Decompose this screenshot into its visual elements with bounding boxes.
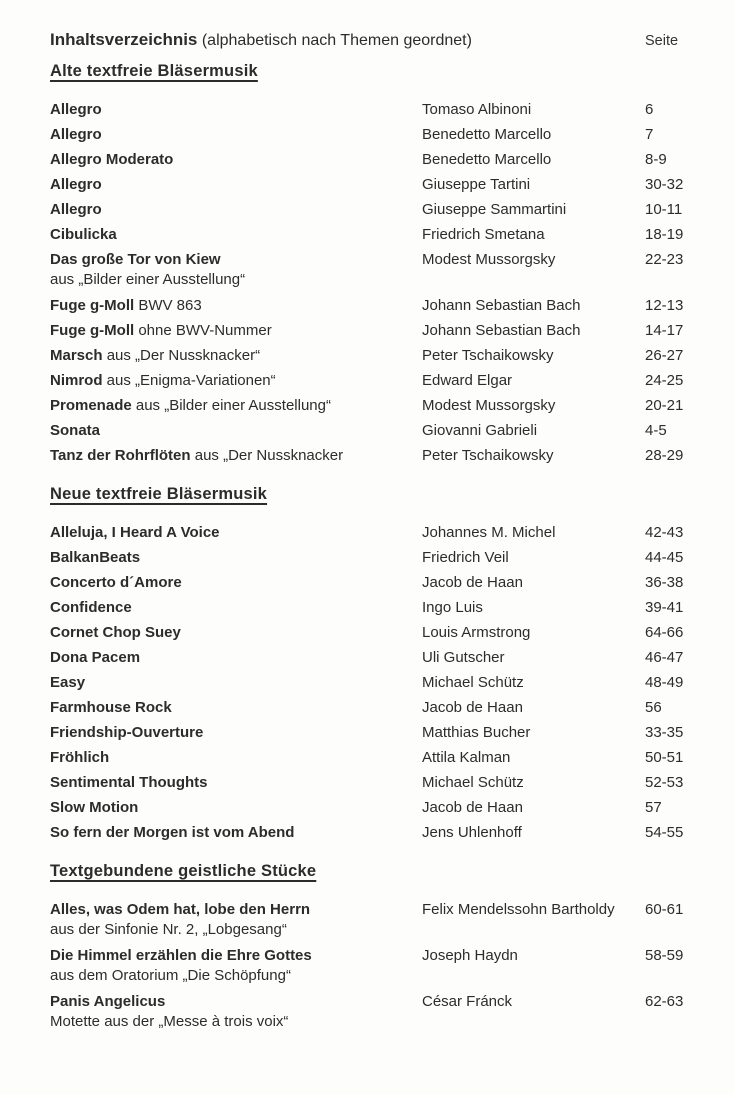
toc-entry: [50, 673, 698, 692]
entry-title: Sonata: [50, 422, 101, 439]
entry-title: Cornet Chop Suey: [50, 624, 181, 641]
entry-title: Allegro: [50, 201, 102, 218]
entry-title: Concerto d´Amore: [50, 574, 182, 591]
entry-title-line: [50, 748, 422, 767]
section-heading: Textgebundene geistliche Stücke: [50, 862, 317, 880]
entry-title: Allegro: [50, 176, 102, 193]
entry-composer: Jacob de Haan: [422, 574, 523, 591]
entry-title-rest: aus „Enigma-Variationen“: [102, 372, 276, 389]
entry-pages: 28-29: [645, 447, 684, 464]
section-heading: Alte textfreie Bläsermusik: [50, 62, 258, 80]
entry-title-line: [50, 773, 422, 792]
entry-title: Easy: [50, 674, 86, 691]
entry-pages: 30-32: [645, 176, 684, 193]
entry-title: Die Himmel erzählen die Ehre Gottes: [50, 947, 312, 964]
toc-entry: [50, 523, 698, 542]
entry-composer: Joseph Haydn: [422, 947, 518, 964]
entry-title-rest: aus „Der Nussknacker: [190, 447, 344, 464]
entry-title-line: [50, 225, 422, 244]
toc-entry: [50, 548, 698, 567]
entry-pages: 20-21: [645, 397, 684, 414]
entry-title-line: [50, 548, 422, 567]
entry-title-cell: [50, 150, 422, 169]
entry-title-cell: [50, 548, 422, 567]
entry-composer: Jens Uhlenhoff: [422, 824, 522, 841]
toc-entry: [50, 648, 698, 667]
entry-pages: 18-19: [645, 226, 684, 243]
entry-title-line: [50, 321, 422, 340]
entry-title-cell: [50, 573, 422, 592]
toc-entry: [50, 421, 698, 440]
page-column-header: Seite: [645, 33, 679, 49]
entry-pages: 54-55: [645, 824, 684, 841]
entry-pages: 58-59: [645, 947, 684, 964]
toc-entry: [50, 346, 698, 365]
sections: [50, 62, 698, 1032]
entry-title: Tanz der Rohrflöten: [50, 447, 191, 464]
page-title-rest: (alphabetisch nach Themen geordnet): [197, 32, 472, 49]
entry-pages: 50-51: [645, 749, 684, 766]
entry-title-cell: [50, 798, 422, 817]
entry-title-cell: [50, 598, 422, 617]
entry-pages: 56: [645, 699, 662, 716]
page-title-bold: Inhaltsverzeichnis: [50, 30, 198, 49]
entry-title: Farmhouse Rock: [50, 699, 172, 716]
entry-title: Panis Angelicus: [50, 993, 166, 1010]
entry-title-line: [50, 200, 422, 219]
entry-pages: 60-61: [645, 901, 684, 918]
toc-entry: [50, 225, 698, 244]
toc-entry: [50, 946, 698, 986]
toc-section: [50, 485, 698, 842]
entry-composer: Johann Sebastian Bach: [422, 322, 581, 339]
entry-composer: Giuseppe Tartini: [422, 176, 531, 193]
entry-composer: César Fránck: [422, 993, 513, 1010]
toc-entry: [50, 573, 698, 592]
entry-title-line: [50, 823, 422, 842]
toc-entry: [50, 723, 698, 742]
entry-composer: Michael Schütz: [422, 774, 524, 791]
toc-entry: [50, 446, 698, 465]
entry-title: Fuge g-Moll: [50, 322, 135, 339]
toc-entry: [50, 623, 698, 642]
entry-composer: Louis Armstrong: [422, 624, 531, 641]
entry-title-cell: [50, 773, 422, 792]
entry-pages: 4-5: [645, 422, 667, 439]
entry-title-cell: [50, 225, 422, 244]
entry-title-line: [50, 673, 422, 692]
entry-pages: 36-38: [645, 574, 684, 591]
toc-entry: [50, 125, 698, 144]
entry-title-cell: [50, 900, 422, 940]
toc-entry: [50, 250, 698, 290]
entry-title: Alles, was Odem hat, lobe den Herrn: [50, 901, 311, 918]
entry-title: Slow Motion: [50, 799, 139, 816]
entry-title: Confidence: [50, 599, 132, 616]
entry-subtitle: aus dem Oratorium „Die Schöpfung“: [50, 967, 291, 984]
entry-title-line: [50, 446, 422, 465]
entry-composer: Johann Sebastian Bach: [422, 297, 581, 314]
toc-section: [50, 62, 698, 465]
entry-title: Allegro: [50, 126, 102, 143]
entry-title-rest: aus „Der Nussknacker“: [102, 347, 261, 364]
entry-title-cell: [50, 623, 422, 642]
toc-entry: [50, 992, 698, 1032]
entry-title-line: [50, 623, 422, 642]
toc-entry: [50, 321, 698, 340]
entry-title-cell: [50, 200, 422, 219]
entry-title: Sentimental Thoughts: [50, 774, 208, 791]
toc-entry: [50, 175, 698, 194]
entry-title-cell: [50, 125, 422, 144]
entry-composer: Modest Mussorgsky: [422, 251, 556, 268]
entry-title: Allegro: [50, 101, 102, 118]
entry-title-line: [50, 798, 422, 817]
entry-title-cell: [50, 296, 422, 315]
entry-composer: Matthias Bucher: [422, 724, 531, 741]
entry-pages: 22-23: [645, 251, 684, 268]
entry-pages: 12-13: [645, 297, 684, 314]
entry-pages: 44-45: [645, 549, 684, 566]
entry-title-cell: [50, 321, 422, 340]
entry-title-rest: aus „Bilder einer Ausstellung“: [131, 397, 331, 414]
entry-title: Das große Tor von Kiew: [50, 251, 221, 268]
entry-title-line: [50, 992, 422, 1011]
toc-entry: [50, 200, 698, 219]
entry-composer: Peter Tschaikowsky: [422, 347, 554, 364]
entry-title-cell: [50, 346, 422, 365]
entry-title-line: [50, 150, 422, 169]
entry-title: Promenade: [50, 397, 132, 414]
entry-title-cell: [50, 673, 422, 692]
toc-entry: [50, 598, 698, 617]
entry-pages: 8-9: [645, 151, 667, 168]
entry-composer: Ingo Luis: [422, 599, 483, 616]
entry-title-cell: [50, 446, 422, 465]
entry-title-line: [50, 648, 422, 667]
entry-composer: Friedrich Veil: [422, 549, 509, 566]
entry-title-line: [50, 125, 422, 144]
entry-title: Allegro Moderato: [50, 151, 174, 168]
entry-title-line: [50, 396, 422, 415]
entry-title: BalkanBeats: [50, 549, 141, 566]
entry-title-line: [50, 421, 422, 440]
entry-title-cell: [50, 723, 422, 742]
entry-title-line: [50, 175, 422, 194]
entry-title: Alleluja, I Heard A Voice: [50, 524, 220, 541]
entry-pages: 10-11: [645, 201, 683, 218]
toc-entry: [50, 396, 698, 415]
toc-entry: [50, 296, 698, 315]
toc-entry: [50, 100, 698, 119]
entry-pages: 64-66: [645, 624, 684, 641]
entry-title-line: [50, 598, 422, 617]
entry-title-line: [50, 296, 422, 315]
entry-composer: Benedetto Marcello: [422, 126, 552, 143]
entry-pages: 46-47: [645, 649, 684, 666]
entry-pages: 52-53: [645, 774, 684, 791]
entry-title: Dona Pacem: [50, 649, 141, 666]
entry-title-line: [50, 946, 422, 965]
entry-title-line: [50, 100, 422, 119]
entry-composer: Edward Elgar: [422, 372, 513, 389]
entry-pages: 24-25: [645, 372, 684, 389]
entry-title-line: [50, 250, 422, 269]
toc-section: [50, 862, 698, 1032]
entry-title: Friendship-Ouverture: [50, 724, 204, 741]
entry-title-cell: [50, 946, 422, 986]
entry-subtitle: Motette aus der „Messe à trois voix“: [50, 1013, 289, 1030]
entry-composer: Modest Mussorgsky: [422, 397, 556, 414]
entry-composer: Giovanni Gabrieli: [422, 422, 538, 439]
entry-title: So fern der Morgen ist vom Abend: [50, 824, 295, 841]
section-heading: Neue textfreie Bläsermusik: [50, 485, 268, 503]
toc-entry: [50, 900, 698, 940]
entry-title-cell: [50, 175, 422, 194]
toc-entry: [50, 150, 698, 169]
entry-composer: Michael Schütz: [422, 674, 524, 691]
toc-entry: [50, 798, 698, 817]
toc-entry: [50, 698, 698, 717]
entry-title-line: [50, 346, 422, 365]
toc-entry: [50, 773, 698, 792]
entry-title-cell: [50, 748, 422, 767]
entry-title-cell: [50, 648, 422, 667]
entry-composer: Peter Tschaikowsky: [422, 447, 554, 464]
entry-title-line: [50, 371, 422, 390]
entry-pages: 26-27: [645, 347, 684, 364]
entry-composer: Friedrich Smetana: [422, 226, 545, 243]
entry-title-line: [50, 573, 422, 592]
entry-title-rest: BWV 863: [134, 297, 202, 314]
entry-title-cell: [50, 698, 422, 717]
entry-title-cell: [50, 250, 422, 290]
toc-entry: [50, 748, 698, 767]
entry-pages: 57: [645, 799, 662, 816]
entry-composer: Jacob de Haan: [422, 799, 523, 816]
toc-header: [50, 30, 698, 50]
entry-title-cell: [50, 992, 422, 1032]
entry-title-line: [50, 523, 422, 542]
toc-entry: [50, 371, 698, 390]
entry-composer: Benedetto Marcello: [422, 151, 552, 168]
entry-title-cell: [50, 396, 422, 415]
entry-title-rest: ohne BWV-Nummer: [134, 322, 272, 339]
entry-title-cell: [50, 100, 422, 119]
entry-pages: 42-43: [645, 524, 684, 541]
entry-title: Fuge g-Moll: [50, 297, 135, 314]
entry-title: Nimrod: [50, 372, 103, 389]
entry-composer: Jacob de Haan: [422, 699, 523, 716]
entry-composer: Uli Gutscher: [422, 649, 505, 666]
entry-subtitle: aus der Sinfonie Nr. 2, „Lobgesang“: [50, 921, 287, 938]
entry-composer: Giuseppe Sammartini: [422, 201, 567, 218]
entry-composer: Johannes M. Michel: [422, 524, 556, 541]
entry-pages: 62-63: [645, 993, 684, 1010]
entry-title-line: [50, 698, 422, 717]
entry-composer: Attila Kalman: [422, 749, 511, 766]
entry-title: Marsch: [50, 347, 103, 364]
page-title: [50, 30, 645, 50]
entry-title-cell: [50, 421, 422, 440]
entry-title-cell: [50, 823, 422, 842]
entry-title: Cibulicka: [50, 226, 117, 243]
entry-pages: 33-35: [645, 724, 684, 741]
entry-pages: 39-41: [645, 599, 684, 616]
entry-title-cell: [50, 523, 422, 542]
entry-pages: 6: [645, 101, 654, 118]
entry-pages: 48-49: [645, 674, 684, 691]
entry-title-line: [50, 900, 422, 919]
entry-title: Fröhlich: [50, 749, 110, 766]
entry-title-cell: [50, 371, 422, 390]
entry-composer: Felix Mendelssohn Bartholdy: [422, 901, 615, 918]
entry-pages: 7: [645, 126, 654, 143]
toc-entry: [50, 823, 698, 842]
entry-pages: 14-17: [645, 322, 684, 339]
entry-title-line: [50, 723, 422, 742]
entry-subtitle: aus „Bilder einer Ausstellung“: [50, 271, 246, 288]
entry-composer: Tomaso Albinoni: [422, 101, 532, 118]
